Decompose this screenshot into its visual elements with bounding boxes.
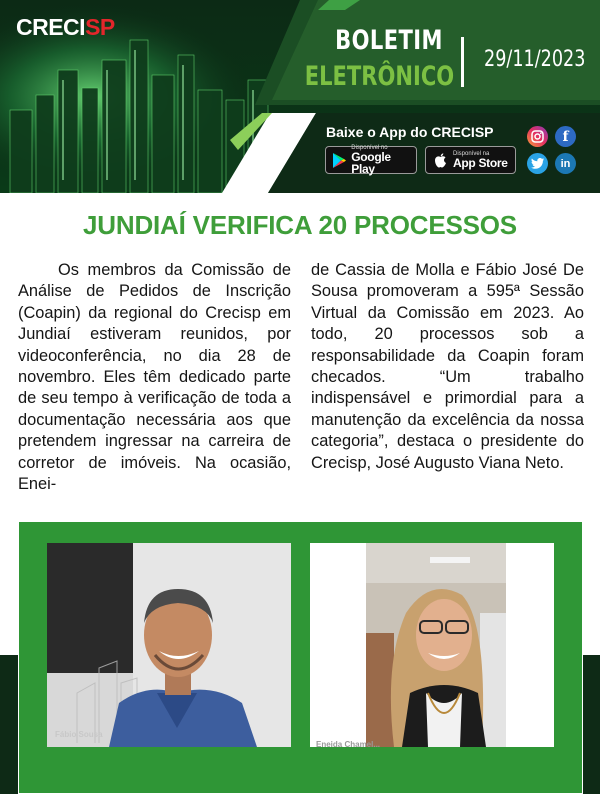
article-paragraph-1: Os membros da Comissão de Análise de Pedidos de Inscrição (Coapin) da regional do Crecisp em Jundiaí estiveram reunidos, por videoconferência, no dia 28 de novembro. Eles têm dedicado parte de seu tempo à verificação de toda a documentação necessária aos que pretendem ingressar na carreira de corretor de imóveis. Na ocasião, Enei- [18, 261, 291, 494]
article-column-2 [311, 260, 584, 510]
photo-caption-left: Fábio Sousa [55, 730, 103, 739]
header-banner [0, 0, 600, 193]
title-divider [461, 37, 464, 87]
newsletter-title-line1: BOLETIM [335, 25, 443, 56]
photo-caption-right: Eneida Chamel... [316, 740, 381, 747]
issue-date: 29/11/2023 [484, 47, 586, 72]
facebook-icon[interactable]: f [555, 126, 576, 147]
apple-icon [432, 152, 448, 168]
app-store-label: App Store [453, 156, 508, 170]
google-play-small-label: Disponível no [351, 145, 388, 151]
linkedin-icon[interactable]: in [555, 153, 576, 174]
article-body [18, 260, 584, 510]
videoconference-photo-man [47, 543, 291, 747]
newsletter-title-line2: ELETRÔNICO [304, 61, 455, 92]
logo-accent-text: SP [85, 14, 115, 40]
instagram-icon[interactable] [527, 126, 548, 147]
article-headline: JUNDIAÍ VERIFICA 20 PROCESSOS [83, 210, 517, 240]
app-store-small-label: Disponível na [453, 151, 490, 157]
google-play-icon [332, 152, 346, 168]
crecisp-logo[interactable] [16, 14, 115, 41]
google-play-label: Google Play [351, 150, 391, 176]
app-download-label: Baixe o App do CRECISP [326, 124, 494, 140]
logo-text: CRECI [16, 14, 86, 40]
twitter-icon[interactable] [527, 153, 548, 174]
app-store-button[interactable] [425, 146, 516, 174]
videoconference-photo-woman [310, 543, 554, 747]
article-column-1 [18, 260, 291, 510]
google-play-button[interactable] [325, 146, 417, 174]
article-paragraph-2: de Cassia de Molla e Fábio José De Sousa promoveram a 595ª Sessão Virtual da Comissão em 2023. Ao todo, 20 processos sob a responsabilidade da Coapin foram checados. “Um trabalho indispensável e primordial para a manutenção da excelência da nossa categoria”, destaca o presidente do Crecisp, José Augusto Viana Neto. [311, 261, 584, 472]
